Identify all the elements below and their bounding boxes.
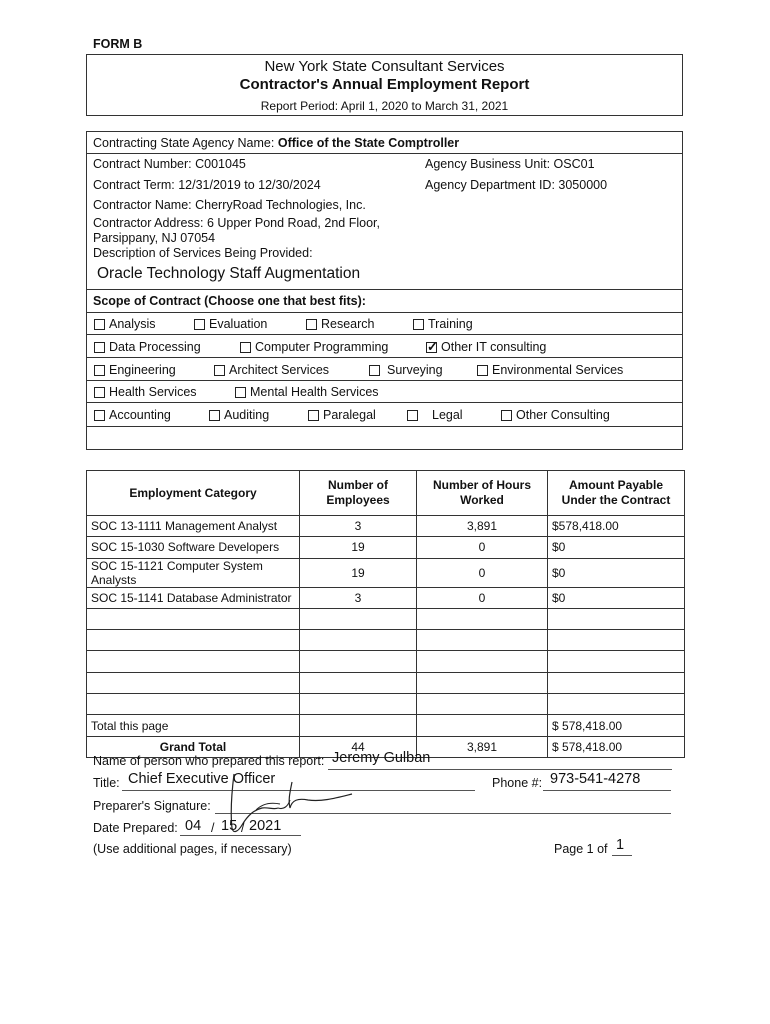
employees-cell: 3 [300,587,417,608]
date-separator: / [211,821,215,835]
checkbox-label: Environmental Services [492,363,624,377]
checkbox-label: Other Consulting [516,408,610,422]
phone-underline [543,790,671,791]
hours-cell: 0 [417,587,548,608]
header-line1: New York State Consultant Services [264,58,505,75]
scope-title: Scope of Contract (Choose one that best fits): [93,294,366,308]
form-label: FORM B [93,37,143,51]
checkbox-box-checked[interactable] [426,342,437,353]
checkbox-research[interactable] [306,317,375,331]
checkbox-architect-services[interactable] [214,363,329,377]
total-page-row [87,715,685,736]
contract-info-box [86,131,683,450]
checkbox-label: Auditing [224,408,270,422]
employees-cell: 19 [300,558,417,587]
checkbox-data-processing[interactable] [94,340,201,354]
total-page-label: Total this page [87,715,300,736]
checkbox-analysis[interactable] [94,317,156,331]
checkbox-box[interactable] [369,365,380,376]
grand-total-employees: 44 [300,736,417,757]
page-underline [612,855,632,856]
checkbox-surveying[interactable] [369,363,443,377]
date-separator: / [241,821,245,835]
checkbox-box[interactable] [407,410,418,421]
title-label: Title: [93,776,120,790]
agency-name-label: Contracting State Agency Name: [93,136,275,150]
checkbox-other-it-consulting[interactable] [426,340,546,354]
amount-cell: $0 [548,587,685,608]
checkbox-engineering[interactable] [94,363,176,377]
category-cell: SOC 15-1030 Software Developers [87,537,300,558]
checkbox-environmental-services[interactable] [477,363,623,377]
checkbox-box[interactable] [308,410,319,421]
checkbox-box[interactable] [477,365,488,376]
checkbox-label: Training [428,317,473,331]
empty-row [87,630,685,651]
hours-cell: 0 [417,537,548,558]
grand-total-label: Grand Total [87,736,300,757]
contractor-address-line1: Contractor Address: 6 Upper Pond Road, 2nd Floor, [93,216,380,230]
report-header [86,54,683,116]
checkbox-auditing[interactable] [209,408,269,422]
divider [87,334,682,335]
empty-row [87,651,685,672]
date-month[interactable]: 04 [185,818,202,834]
date-underline [180,835,301,836]
hours-cell: 0 [417,558,548,587]
contractor-name: Contractor Name: CherryRoad Technologies, Inc. [93,198,366,212]
header-amount-payable: Amount Payable Under the Contract [548,471,685,516]
divider [87,312,682,313]
checkbox-legal[interactable] [407,408,463,422]
agency-name-value: Office of the State Comptroller [277,136,460,150]
employees-cell: 3 [300,516,417,537]
hours-cell: 3,891 [417,516,548,537]
header-employment-category: Employment Category [87,471,300,516]
grand-total-amount-cell [548,736,685,757]
checkbox-box[interactable] [94,342,105,353]
checkbox-mental-health-services[interactable] [235,385,379,399]
agency-business-unit: Agency Business Unit: OSC01 [425,157,595,171]
contractor-address-line2: Parsippany, NJ 07054 [93,231,216,245]
checkbox-evaluation[interactable] [194,317,267,331]
preparer-underline [328,769,672,770]
checkbox-label: Legal [432,408,463,422]
table-row [87,516,685,537]
checkbox-box[interactable] [214,365,225,376]
additional-pages-note: (Use additional pages, if necessary) [93,842,292,856]
checkbox-label: Accounting [109,408,171,422]
contract-term: Contract Term: 12/31/2019 to 12/30/2024 [93,178,321,192]
checkbox-box[interactable] [209,410,220,421]
signature-label: Preparer's Signature: [93,799,211,813]
table-row [87,558,685,587]
page-total[interactable]: 1 [616,837,625,853]
checkbox-box[interactable] [94,365,105,376]
checkbox-label: Computer Programming [255,340,389,354]
header-title: Contractor's Annual Employment Report [239,76,530,93]
header-number-of-hours: Number of Hours Worked [417,471,548,516]
currency-sign: $ [552,739,559,754]
contract-number: Contract Number: C001045 [93,157,246,171]
page-label: Page 1 of [554,842,608,856]
checkbox-box[interactable] [501,410,512,421]
date-day[interactable]: 15 [221,818,238,834]
checkbox-label: Architect Services [229,363,330,377]
checkbox-label: Analysis [109,317,156,331]
description-value: Oracle Technology Staff Augmentation [97,265,361,282]
checkbox-other-consulting[interactable] [501,408,610,422]
agency-name-row [93,136,459,150]
checkbox-label: Mental Health Services [250,385,379,399]
checkbox-box[interactable] [306,319,317,330]
table-row [87,587,685,608]
checkbox-paralegal[interactable] [308,408,376,422]
checkbox-label: Engineering [109,363,176,377]
checkbox-label: Surveying [387,363,443,377]
checkbox-label: Other IT consulting [441,340,547,354]
date-label: Date Prepared: [93,821,178,835]
divider [87,402,682,403]
amount-cell: $578,418.00 [548,516,685,537]
checkbox-accounting[interactable] [94,408,171,422]
checkbox-health-services[interactable] [94,385,197,399]
checkbox-training[interactable] [413,317,473,331]
amount-cell: $0 [548,537,685,558]
total-page-amount-cell [548,715,685,736]
category-cell: SOC 13-1111 Management Analyst [87,516,300,537]
checkbox-box[interactable] [235,387,246,398]
divider [87,153,682,154]
phone-value[interactable]: 973-541-4278 [550,771,641,787]
title-value[interactable]: Chief Executive Officer [128,771,276,787]
divider [87,289,682,290]
preparer-name[interactable]: Jeremy Gulban [332,750,431,766]
category-cell: SOC 15-1141 Database Administrator [87,587,300,608]
table-row [87,537,685,558]
checkbox-box[interactable] [94,410,105,421]
empty-row [87,672,685,693]
description-label: Description of Services Being Provided: [93,246,313,260]
divider [87,426,682,427]
employment-table [86,470,684,754]
currency-sign: $ [552,718,559,733]
checkbox-computer-programming[interactable] [240,340,388,354]
header-number-of-employees: Number of Employees [300,471,417,516]
phone-label: Phone #: [492,776,543,790]
agency-department-id: Agency Department ID: 3050000 [425,178,608,192]
checkbox-box[interactable] [194,319,205,330]
divider [87,357,682,358]
checkbox-box[interactable] [413,319,424,330]
empty-row [87,608,685,629]
amount-cell: $0 [548,558,685,587]
employees-cell: 19 [300,537,417,558]
date-year[interactable]: 2021 [249,818,282,834]
checkbox-label: Research [321,317,375,331]
checkbox-box[interactable] [94,319,105,330]
checkbox-label: Data Processing [109,340,201,354]
checkbox-box[interactable] [94,387,105,398]
empty-row [87,694,685,715]
report-period: Report Period: April 1, 2020 to March 31, 2021 [260,99,509,113]
preparer-label: Name of person who prepared this report: [93,754,325,768]
checkbox-box[interactable] [240,342,251,353]
checkbox-label: Health Services [109,385,197,399]
total-page-amount: 578,418.00 [562,718,623,733]
grand-total-hours: 3,891 [417,736,548,757]
checkbox-label: Evaluation [209,317,268,331]
grand-total-amount: 578,418.00 [562,739,623,754]
category-cell: SOC 15-1121 Computer System Analysts [87,558,300,587]
checkbox-label: Paralegal [323,408,376,422]
divider [87,380,682,381]
